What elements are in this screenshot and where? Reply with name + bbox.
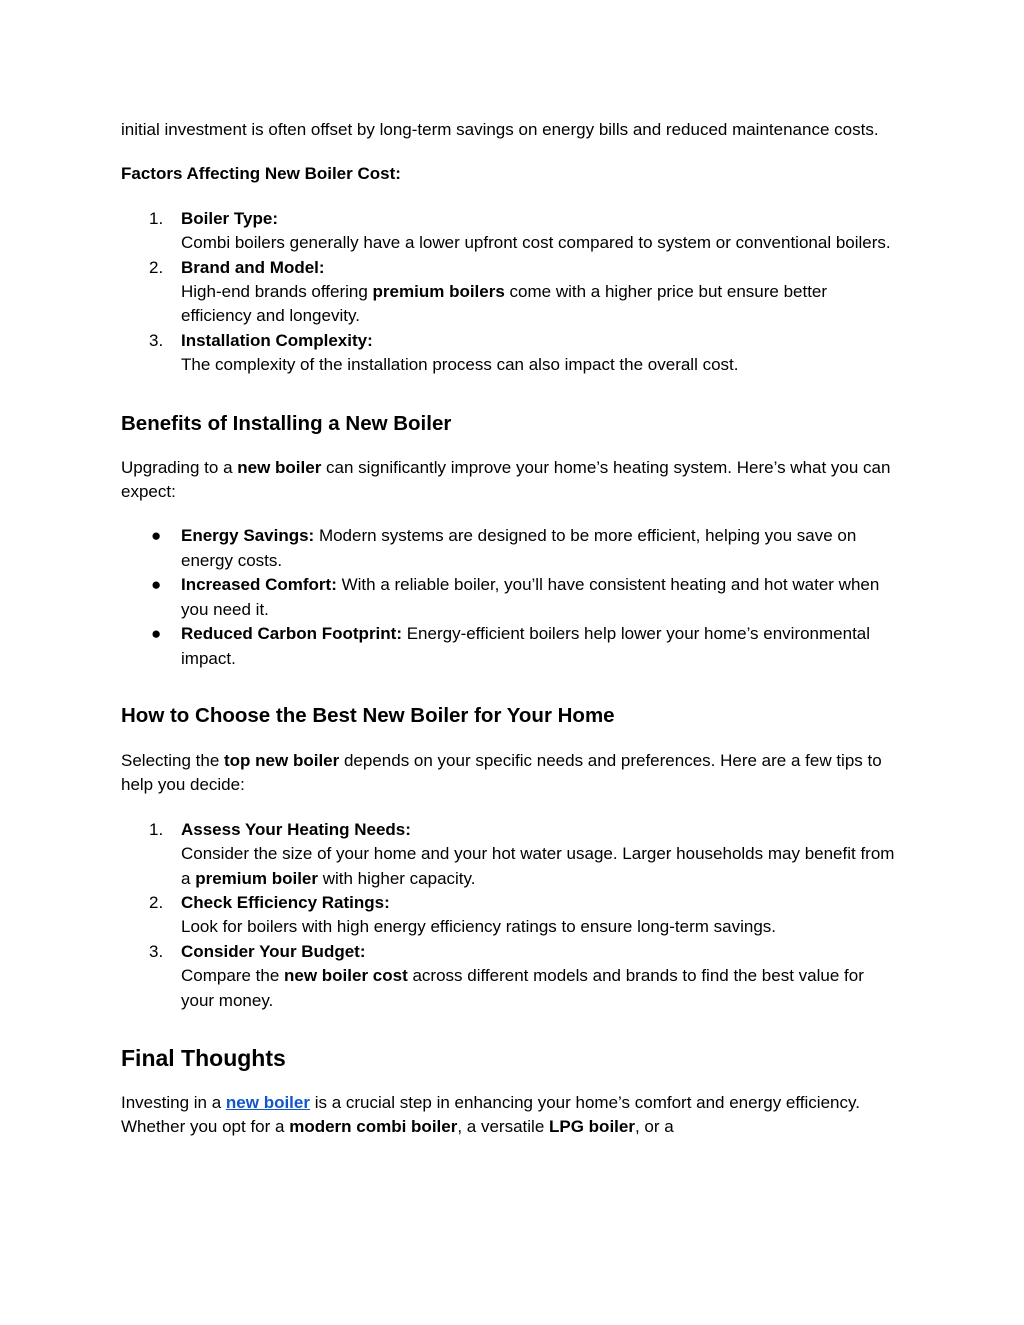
item-text: Consider the size of your home and your hot water usage. Larger households may benefit from a xyxy=(181,844,895,888)
bullet-icon: ● xyxy=(151,575,162,595)
item-text: across different models and brands to find the best value for your money. xyxy=(181,966,864,1010)
benefits-list xyxy=(121,524,901,670)
item-text: Energy-efficient boilers help lower your home’s environmental impact. xyxy=(181,624,871,668)
item-bold: new boiler cost xyxy=(284,966,408,986)
item-title: Boiler Type: xyxy=(181,208,278,228)
item-text: Compare the xyxy=(181,966,284,986)
item-text: come with a higher price but ensure better efficiency and longevity. xyxy=(181,282,828,326)
benefits-heading: Benefits of Installing a New Boiler xyxy=(121,411,452,435)
list-number: 2. xyxy=(149,892,164,912)
list-number: 3. xyxy=(149,330,164,350)
factors-label: Factors Affecting New Boiler Cost: xyxy=(121,164,401,184)
item-title: Energy Savings: xyxy=(181,526,315,546)
list-number: 1. xyxy=(149,819,164,839)
document-page xyxy=(121,118,901,1140)
list-number: 3. xyxy=(149,941,164,961)
final-heading: Final Thoughts xyxy=(121,1044,286,1071)
list-item xyxy=(121,940,901,1013)
list-item xyxy=(121,207,901,256)
item-title: Brand and Model: xyxy=(181,257,325,277)
item-bold: premium boiler xyxy=(195,868,318,888)
item-text: The complexity of the installation process can also impact the overall cost. xyxy=(181,355,739,375)
intro-continuation: initial investment is often offset by long-term savings on energy bills and reduced maintenance costs. xyxy=(121,120,879,139)
item-text: Look for boilers with high energy efficiency ratings to ensure long-term savings. xyxy=(181,917,776,937)
item-title: Installation Complexity: xyxy=(181,330,373,350)
choose-intro: Selecting the top new boiler depends on your specific needs and preferences. Here are a few tips to help you decide: xyxy=(121,750,882,795)
list-item xyxy=(121,256,901,329)
item-title: Reduced Carbon Footprint: xyxy=(181,624,402,644)
list-item xyxy=(121,329,901,378)
benefits-intro: Upgrading to a new boiler can significantly improve your home’s heating system. Here’s what you can expect: xyxy=(121,457,891,502)
item-text: with higher capacity. xyxy=(318,868,476,888)
list-number: 2. xyxy=(149,257,164,277)
choose-list xyxy=(121,818,901,1013)
final-paragraph: Investing in a new boiler is a crucial step in enhancing your home’s comfort and energy efficiency. Whether you opt for a modern combi boiler, a versatile LPG boiler, or a xyxy=(121,1092,860,1137)
item-text: Modern systems are designed to be more efficient, helping you save on energy costs. xyxy=(181,526,857,570)
list-item xyxy=(121,573,901,622)
list-item xyxy=(121,818,901,891)
item-title: Check Efficiency Ratings: xyxy=(181,892,390,912)
item-text: High-end brands offering xyxy=(181,282,373,302)
item-text: Combi boilers generally have a lower upfront cost compared to system or conventional boilers. xyxy=(181,233,891,253)
bullet-icon: ● xyxy=(151,526,162,546)
list-item xyxy=(121,524,901,573)
item-bold: premium boilers xyxy=(372,282,505,302)
bullet-icon: ● xyxy=(151,624,162,644)
factors-list xyxy=(121,207,901,378)
list-item xyxy=(121,891,901,940)
list-item xyxy=(121,622,901,671)
item-title: Consider Your Budget: xyxy=(181,941,366,961)
item-title: Assess Your Heating Needs: xyxy=(181,819,411,839)
item-title: Increased Comfort: xyxy=(181,575,337,595)
list-number: 1. xyxy=(149,208,164,228)
new-boiler-link[interactable]: new boiler xyxy=(225,1092,310,1112)
item-text: With a reliable boiler, you’ll have consistent heating and hot water when you need it. xyxy=(181,575,880,619)
choose-heading: How to Choose the Best New Boiler for Your Home xyxy=(121,703,615,727)
